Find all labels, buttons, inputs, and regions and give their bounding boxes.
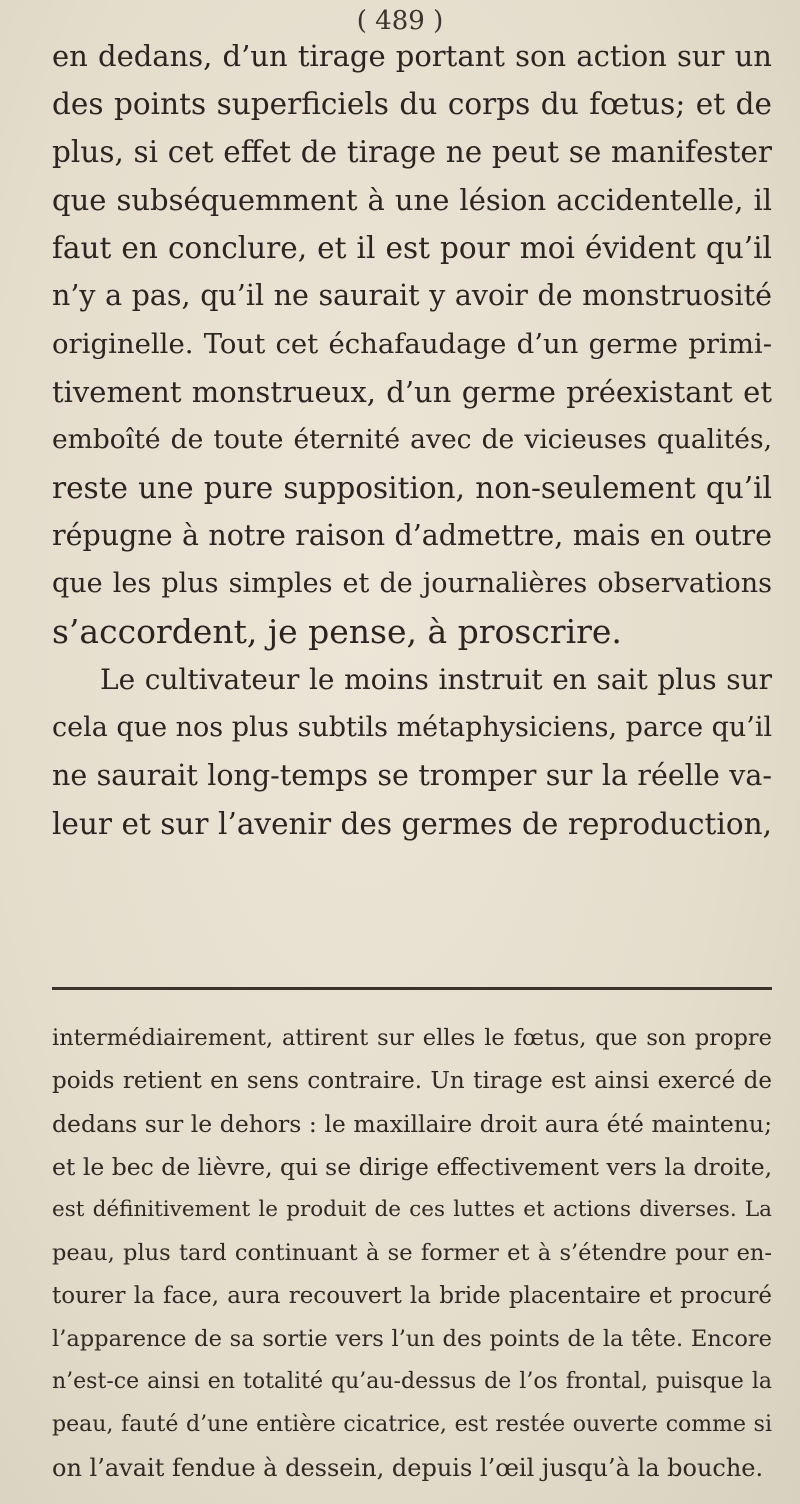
footnote-line: poids retient en sens contraire. Un tirage est ainsi exercé de	[52, 1068, 772, 1094]
main-text-line: que les plus simples et de journalières observations	[52, 568, 772, 599]
footnote-line: peau, fauté d’une entière cicatrice, est restée ouverte comme si	[52, 1412, 772, 1437]
page-number: ( 489 )	[356, 6, 444, 36]
footnote-line: est définitivement le produit de ces luttes et actions diverses. La	[52, 1197, 772, 1222]
footnote-line: peau, plus tard continuant à se former et à s’étendre pour en-	[52, 1240, 772, 1266]
footnote-line: intermédiairement, attirent sur elles le fœtus, que son propre	[52, 1025, 772, 1051]
footnote-line: dedans sur le dehors : le maxillaire droit aura été maintenu;	[52, 1110, 772, 1138]
main-text-line: faut en conclure, et il est pour moi évident qu’il	[52, 231, 772, 265]
main-text-line: tivement monstrueux, d’un germe préexistant et	[52, 375, 772, 409]
main-text-line: répugne à notre raison d’admettre, mais en outre	[52, 519, 772, 552]
main-text-line: s’accordent, je pense, à proscrire.	[52, 612, 622, 651]
main-text-line: plus, si cet effet de tirage ne peut se manifester	[52, 135, 772, 169]
main-text-line: leur et sur l’avenir des germes de reproduction,	[52, 807, 772, 841]
main-text-line: reste une pure supposition, non-seulement qu’il	[52, 471, 772, 505]
footnote-line: n’est-ce ainsi en totalité qu’au-dessus de l’os frontal, puisque la	[52, 1369, 772, 1394]
footnote-line: et le bec de lièvre, qui se dirige effectivement vers la droite,	[52, 1153, 773, 1181]
main-text-line: Le cultivateur le moins instruit en sait plus sur	[100, 663, 772, 696]
footnote-line: tourer la face, aura recouvert la bride placentaire et procuré	[52, 1283, 772, 1309]
main-text-line: cela que nos plus subtils métaphysiciens, parce qu’il	[52, 712, 773, 743]
main-text-line: originelle. Tout cet échafaudage d’un germe primi-	[52, 328, 772, 360]
main-text-line: en dedans, d’un tirage portant son action sur un	[52, 39, 772, 73]
footnote-divider	[52, 987, 772, 990]
footnote-line: l’apparence de sa sortie vers l’un des points de la tête. Encore	[52, 1326, 772, 1352]
main-text-line: ne saurait long-temps se tromper sur la réelle va-	[52, 759, 772, 792]
main-text-line: emboîté de toute éternité avec de vicieuses qualités,	[52, 424, 772, 455]
footnote-line: on l’avait fendue à dessein, depuis l’œil jusqu’à la bouche.	[52, 1454, 764, 1482]
main-text-line: des points superficiels du corps du fœtus; et de	[52, 87, 772, 121]
main-text-line: que subséquemment à une lésion accidentelle, il	[52, 183, 772, 217]
main-text-line: n’y a pas, qu’il ne saurait y avoir de monstruosité	[52, 279, 772, 312]
